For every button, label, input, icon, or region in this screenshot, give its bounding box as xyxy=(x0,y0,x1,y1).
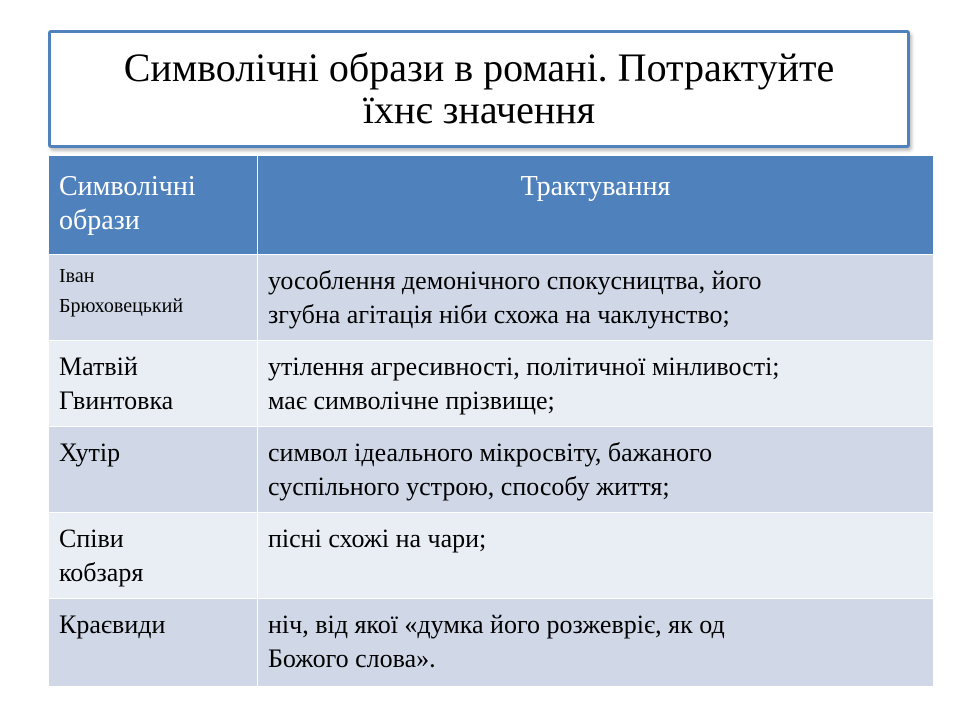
table-row xyxy=(49,255,934,341)
row-meaning-cell xyxy=(258,599,934,687)
row-image-line2: кобзаря xyxy=(59,558,144,587)
slide-title-line2: їхнє значення xyxy=(362,87,596,132)
row-image-line2: Гвинтовка xyxy=(59,386,174,415)
row-image-cell xyxy=(49,255,258,341)
row-image-line1: Співи xyxy=(59,524,124,553)
row-meaning-line2: має символічне прізвище; xyxy=(268,386,555,415)
row-meaning-line1: уособлення демонічного спокусництва, його xyxy=(268,266,762,295)
row-meaning-cell xyxy=(258,255,934,341)
row-meaning-cell xyxy=(258,427,934,513)
table-row xyxy=(49,513,934,599)
slide-title xyxy=(124,47,835,131)
row-meaning-line1: символ ідеального мікросвіту, бажаного xyxy=(268,438,713,467)
row-image-line1: Хутір xyxy=(59,438,121,467)
header-col2: Трактування xyxy=(520,171,671,202)
row-image-cell xyxy=(49,513,258,599)
row-image-line1: Краєвиди xyxy=(59,610,166,639)
row-meaning-line1: ніч, від якої «думка його розжевріє, як од xyxy=(268,610,725,639)
row-image-line1: Іван xyxy=(59,265,95,287)
row-meaning-line1: пісні схожі на чари; xyxy=(268,524,487,553)
row-image-cell xyxy=(49,427,258,513)
row-image-cell xyxy=(49,341,258,427)
symbols-table xyxy=(48,155,934,687)
row-meaning-line2: згубна агітація ніби схожа на чаклунство; xyxy=(268,300,730,329)
row-image-cell xyxy=(49,599,258,687)
table-row xyxy=(49,427,934,513)
row-image-line1: Матвій xyxy=(59,352,138,381)
title-box xyxy=(48,30,910,148)
row-meaning-line1: утілення агресивності, політичної мінливості; xyxy=(268,352,780,381)
row-meaning-cell xyxy=(258,513,934,599)
slide-title-line1: Символічні образи в романі. Потрактуйте xyxy=(123,45,835,90)
row-meaning-line2: суспільного устрою, способу життя; xyxy=(268,472,670,501)
row-meaning-line2: Божого слова». xyxy=(268,644,436,673)
row-meaning-cell xyxy=(258,341,934,427)
header-col1-line1: Символічні xyxy=(59,171,196,202)
header-interpretation xyxy=(258,156,934,255)
table-row xyxy=(49,341,934,427)
table-header-row xyxy=(49,156,934,255)
header-symbolic-images xyxy=(49,156,258,255)
table-row xyxy=(49,599,934,687)
header-col1-line2: образи xyxy=(59,205,140,236)
row-image-line2: Брюховецький xyxy=(59,295,184,317)
